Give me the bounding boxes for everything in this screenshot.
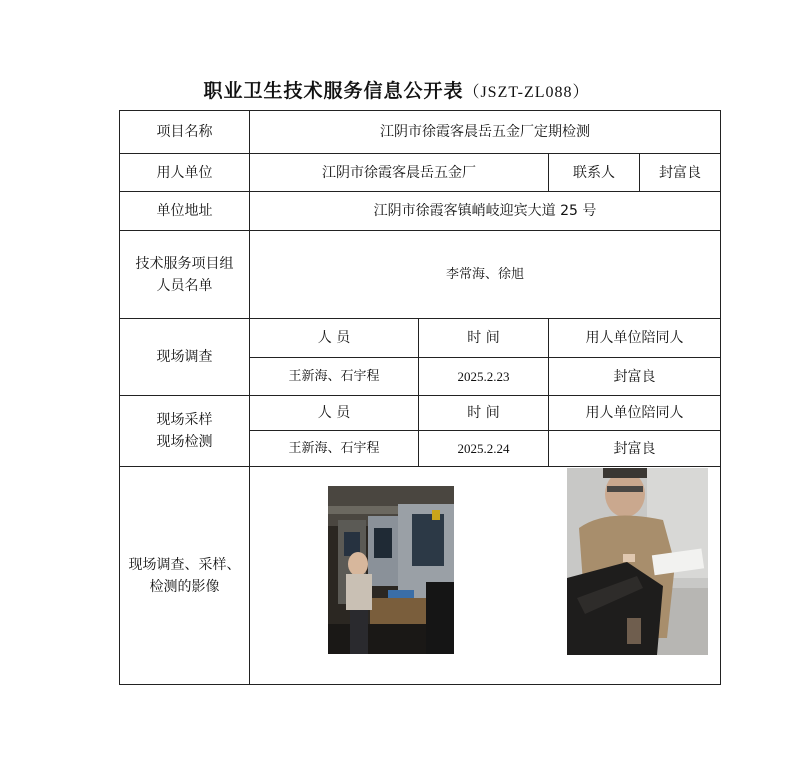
sampling-col-time: 时 间 — [419, 396, 549, 431]
images-cell — [250, 467, 721, 685]
project-name-value: 江阴市徐霞客晨岳五金厂定期检测 — [250, 111, 721, 154]
survey-col-people: 人 员 — [250, 319, 419, 358]
workshop-photo — [328, 486, 454, 654]
survey-escort: 封富良 — [549, 358, 721, 396]
sampling-label-line2: 现场检测 — [156, 434, 213, 450]
sampling-col-people: 人 员 — [250, 396, 419, 431]
contact-value: 封富良 — [640, 154, 721, 192]
project-name-label: 项目名称 — [120, 111, 250, 154]
team-label-line1: 技术服务项目组 — [135, 255, 234, 272]
contact-label: 联系人 — [549, 154, 640, 192]
info-table — [119, 110, 721, 685]
team-value: 李常海、徐旭 — [250, 231, 721, 319]
sampling-label-line1: 现场采样 — [156, 412, 213, 428]
employer-value: 江阴市徐霞客晨岳五金厂 — [250, 154, 549, 192]
signing-photo — [567, 468, 708, 655]
team-label — [120, 231, 250, 319]
address-label: 单位地址 — [120, 192, 250, 231]
title-main: 职业卫生技术服务信息公开表 — [203, 80, 464, 102]
survey-col-escort: 用人单位陪同人 — [549, 319, 721, 358]
images-label-line1: 现场调查、采样、 — [128, 556, 241, 573]
address-text: 江阴市徐霞客镇峭岐迎宾大道 25 号 — [373, 203, 597, 219]
sampling-escort: 封富良 — [549, 431, 721, 467]
address-value — [250, 192, 721, 231]
sampling-people: 王新海、石宇程 — [250, 431, 419, 467]
survey-time: 2025.2.23 — [419, 358, 549, 396]
sampling-col-escort: 用人单位陪同人 — [549, 396, 721, 431]
employer-label: 用人单位 — [120, 154, 250, 192]
survey-label: 现场调查 — [120, 319, 250, 396]
survey-people: 王新海、石宇程 — [250, 358, 419, 396]
images-label-line2: 检测的影像 — [149, 578, 220, 595]
survey-col-time: 时 间 — [419, 319, 549, 358]
team-label-line2: 人员名单 — [156, 277, 213, 294]
images-label — [120, 467, 250, 685]
sampling-time: 2025.2.24 — [419, 431, 549, 467]
title-code: （JSZT-ZL088） — [463, 84, 590, 101]
page-title — [0, 76, 793, 103]
sampling-label — [120, 396, 250, 467]
